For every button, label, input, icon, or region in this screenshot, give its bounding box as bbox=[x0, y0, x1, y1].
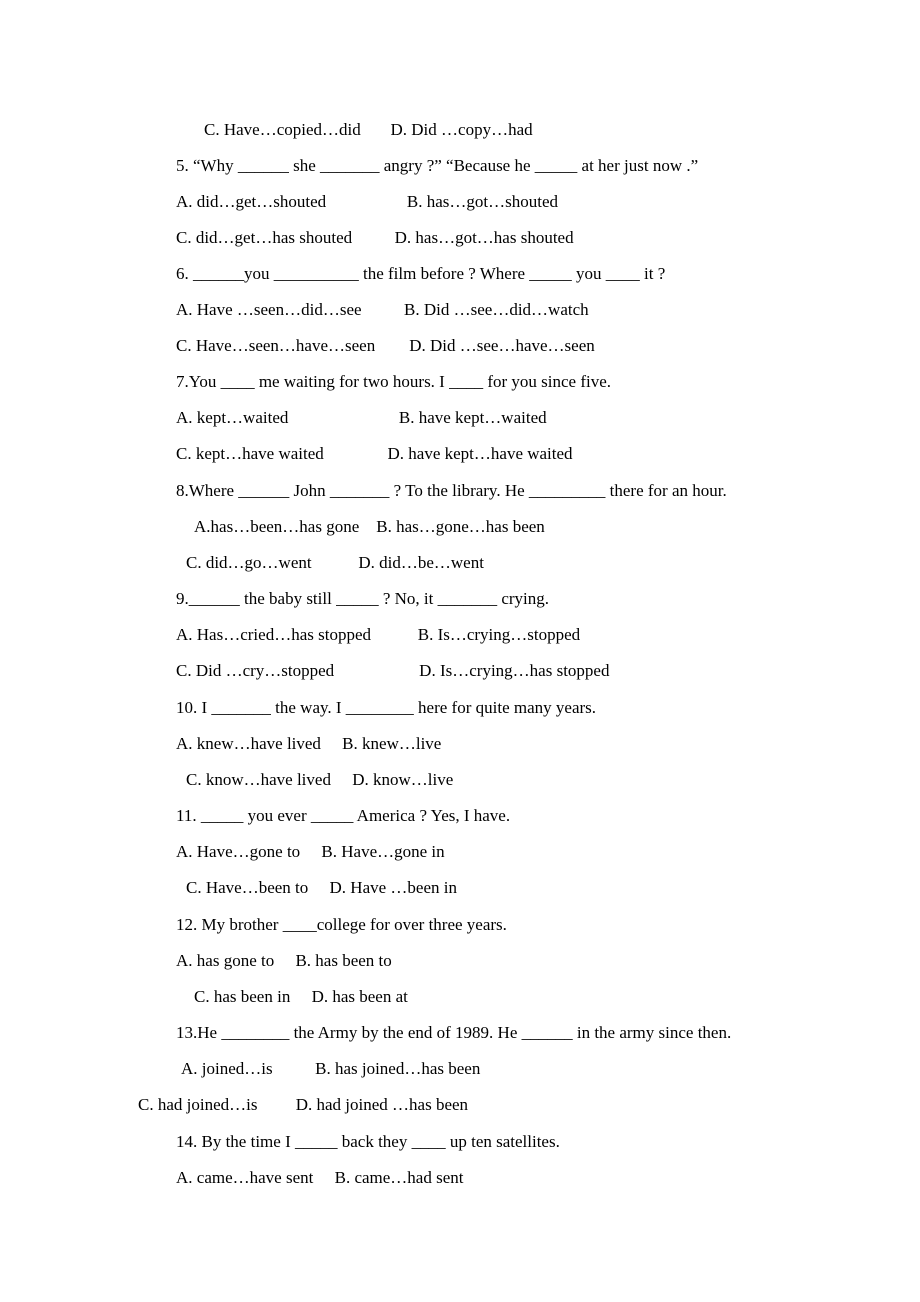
question-9: 9.______ the baby still _____ ? No, it _______ crying. bbox=[176, 589, 550, 608]
question-13: 13.He ________ the Army by the end of 1989. He ______ in the army since then. bbox=[176, 1023, 732, 1042]
answer-options-line: C. Have…been to D. Have …been in bbox=[186, 878, 457, 897]
question-12: 12. My brother ____college for over three years. bbox=[176, 915, 507, 934]
answer-options-line: A.has…been…has gone B. has…gone…has been bbox=[194, 517, 545, 536]
question-14: 14. By the time I _____ back they ____ up ten satellites. bbox=[176, 1132, 560, 1151]
answer-options-line: C. had joined…is D. had joined …has been bbox=[138, 1095, 469, 1114]
answer-options-line: A. Have…gone to B. Have…gone in bbox=[176, 842, 445, 861]
answer-options-line: A. did…get…shouted B. has…got…shouted bbox=[176, 192, 559, 211]
answer-options-line: A. joined…is B. has joined…has been bbox=[181, 1059, 481, 1078]
question-7: 7.You ____ me waiting for two hours. I ____ for you since five. bbox=[176, 372, 612, 391]
question-8: 8.Where ______ John _______ ? To the library. He _________ there for an hour. bbox=[176, 481, 727, 500]
question-11: 11. _____ you ever _____ America ? Yes, I have. bbox=[176, 806, 511, 825]
answer-options-line: A. came…have sent B. came…had sent bbox=[176, 1168, 464, 1187]
answer-options-line: C. Have…seen…have…seen D. Did …see…have…seen bbox=[176, 336, 595, 355]
answer-options-line: C. did…get…has shouted D. has…got…has shouted bbox=[176, 228, 574, 247]
answer-options-line: A. knew…have lived B. knew…live bbox=[176, 734, 442, 753]
question-5: 5. “Why ______ she _______ angry ?” “Because he _____ at her just now .” bbox=[176, 156, 699, 175]
answer-options-line: C. has been in D. has been at bbox=[194, 987, 408, 1006]
answer-options-line: C. know…have lived D. know…live bbox=[186, 770, 454, 789]
answer-options-line: C. Have…copied…did D. Did …copy…had bbox=[204, 120, 533, 139]
answer-options-line: A. has gone to B. has been to bbox=[176, 951, 392, 970]
question-10: 10. I _______ the way. I ________ here for quite many years. bbox=[176, 698, 597, 717]
answer-options-line: A. kept…waited B. have kept…waited bbox=[176, 408, 547, 427]
answer-options-line: C. Did …cry…stopped D. Is…crying…has stopped bbox=[176, 661, 610, 680]
answer-options-line: A. Have …seen…did…see B. Did …see…did…watch bbox=[176, 300, 589, 319]
question-6: 6. ______you __________ the film before ? Where _____ you ____ it ? bbox=[176, 264, 666, 283]
answer-options-line: C. kept…have waited D. have kept…have waited bbox=[176, 444, 573, 463]
answer-options-line: C. did…go…went D. did…be…went bbox=[186, 553, 484, 572]
answer-options-line: A. Has…cried…has stopped B. Is…crying…stopped bbox=[176, 625, 581, 644]
